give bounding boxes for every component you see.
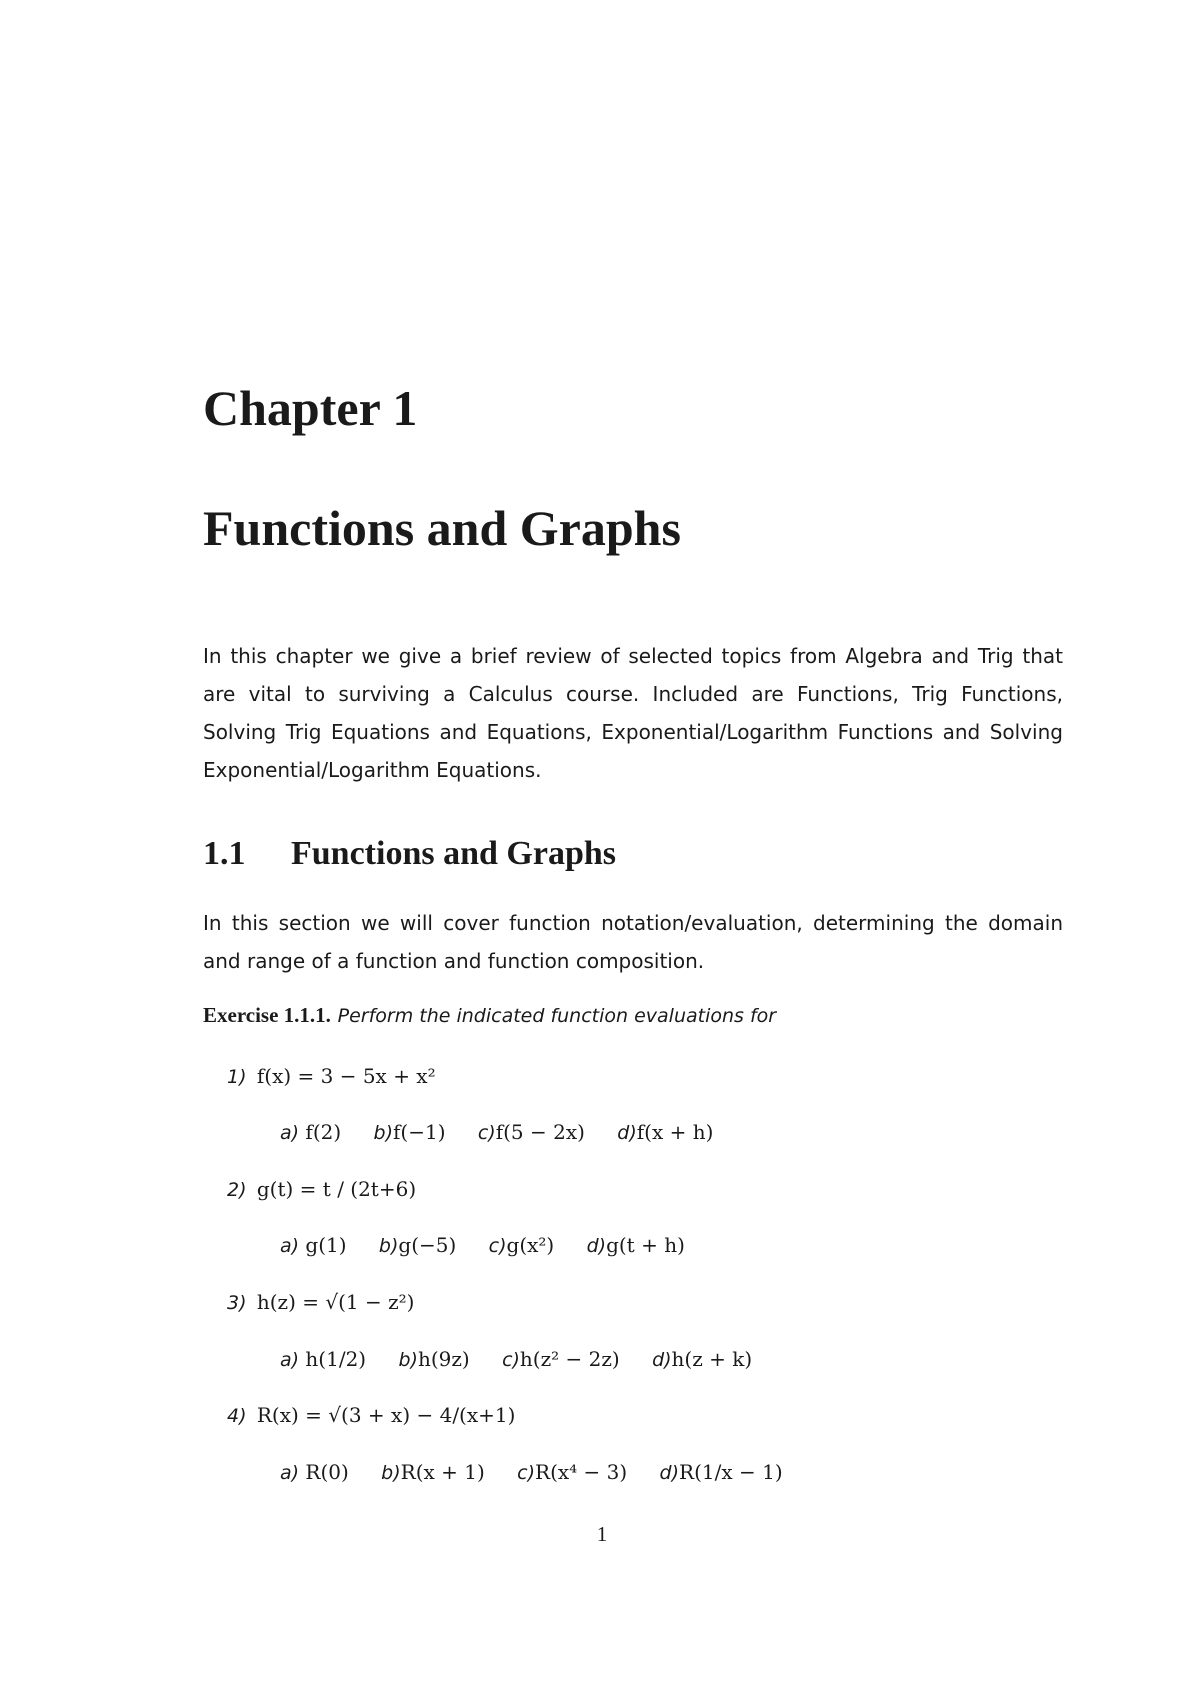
problem-label: 1) [227,1066,247,1088]
part-label: a) [280,1235,300,1257]
problem-2 [227,1174,416,1205]
part-item [517,1460,627,1484]
part-expression: g(x²) [506,1233,555,1257]
part-item [374,1120,446,1144]
part-item [617,1120,713,1144]
page-number: 1 [596,1522,608,1546]
section-title: Functions and Graphs [291,835,616,872]
part-label: b) [373,1122,393,1144]
part-expression: h(9z) [417,1347,470,1371]
part-expression: g(1) [305,1233,347,1257]
part-expression: h(z² − 2z) [519,1347,620,1371]
part-expression: R(x + 1) [400,1460,485,1484]
part-item [398,1347,469,1371]
part-expression: f(5 − 2x) [495,1120,585,1144]
part-expression: f(2) [305,1120,342,1144]
problem-1 [227,1061,436,1092]
problem-3 [227,1287,414,1318]
problem-expression: g(t) = t / (2t+6) [256,1177,417,1201]
part-item [489,1233,555,1257]
problem-1-parts [280,1117,739,1148]
part-label: c) [517,1462,536,1484]
part-label: a) [280,1462,300,1484]
part-item [280,1347,366,1371]
part-item [381,1460,485,1484]
part-item [652,1347,752,1371]
section-number: 1.1 [203,835,246,872]
chapter-intro-paragraph: In this chapter we give a brief review of selected topics from Algebra and Trig that are vital to surviving a Calculus course. Included are Functions, Trig Functions, Solving Trig Equations and Equations, Exponential/Logarithm Functions and Solving Exponential/Logarithm Equations. [203,644,1063,782]
section-intro-paragraph: In this section we will cover function notation/evaluation, determining the domain and range of a function and function composition. [203,911,1063,973]
part-label: d) [652,1349,672,1371]
problem-label: 4) [227,1405,247,1427]
part-item [280,1460,349,1484]
exercise-heading [203,1000,776,1031]
chapter-label: Chapter 1 [203,380,418,436]
problem-4-parts [280,1457,809,1488]
exercise-label: Exercise 1.1.1. [203,1003,331,1027]
problem-expression: f(x) = 3 − 5x + x² [256,1064,436,1088]
part-label: c) [502,1349,520,1371]
part-item [379,1233,456,1257]
part-expression: R(0) [305,1460,349,1484]
chapter-title: Functions and Graphs [203,500,681,556]
part-expression: g(−5) [398,1233,457,1257]
part-label: d) [659,1462,680,1484]
problem-label: 3) [227,1292,247,1314]
part-label: a) [280,1349,300,1371]
part-expression: R(x⁴ − 3) [535,1460,628,1484]
part-label: d) [586,1235,607,1257]
part-label: c) [477,1122,496,1144]
part-expression: f(−1) [393,1120,446,1144]
problem-4 [227,1400,515,1431]
part-label: d) [617,1122,637,1144]
part-expression: R(1/x − 1) [679,1460,783,1484]
problem-label: 2) [227,1179,247,1201]
part-expression: g(t + h) [606,1233,685,1257]
part-label: a) [280,1122,300,1144]
part-label: b) [378,1235,399,1257]
problem-expression: R(x) = √(3 + x) − 4/(x+1) [256,1403,516,1427]
part-expression: h(1/2) [305,1347,367,1371]
part-item [478,1120,585,1144]
part-item [660,1460,783,1484]
part-label: b) [398,1349,418,1371]
part-label: b) [381,1462,401,1484]
exercise-instruction: Perform the indicated function evaluations for [337,1005,777,1027]
part-item [587,1233,685,1257]
part-expression: f(x + h) [636,1120,714,1144]
problem-2-parts [280,1230,711,1261]
part-label: c) [488,1235,507,1257]
part-expression: h(z + k) [671,1347,753,1371]
problem-3-parts [280,1344,778,1375]
part-item [502,1347,620,1371]
problem-expression: h(z) = √(1 − z²) [256,1290,415,1314]
part-item [280,1120,341,1144]
part-item [280,1233,347,1257]
section-heading [203,832,616,876]
